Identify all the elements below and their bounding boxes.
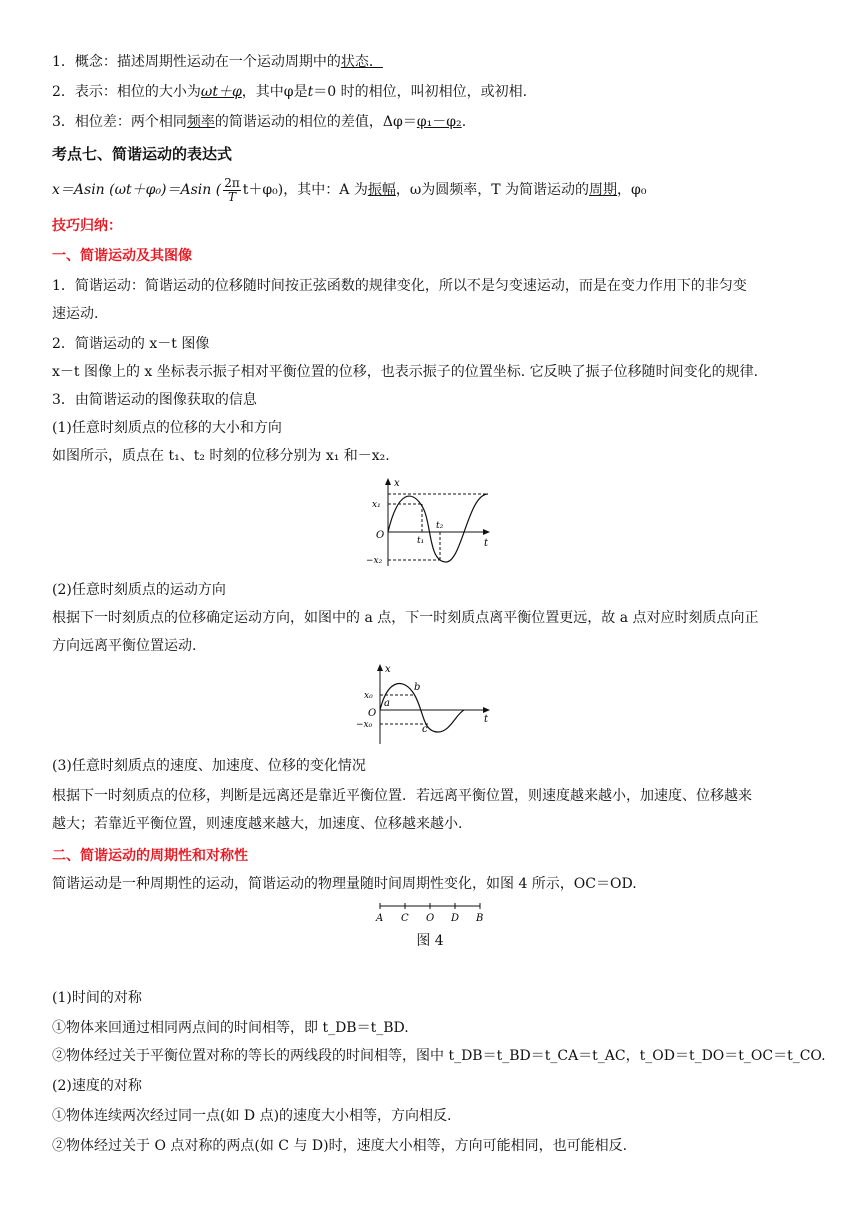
label-A: A (376, 913, 384, 924)
label-D: D (451, 913, 460, 924)
denominator: T (227, 189, 236, 204)
t-arrow (483, 707, 490, 713)
paragraph: x－t 图像上的 x 坐标表示振子相对平衡位置的位移，也表示振子的位置坐标. 它反映了振子位移随时间变化的规律. (52, 364, 759, 380)
paragraph: (3)任意时刻质点的速度、加速度、位移的变化情况 (52, 758, 366, 774)
formula-text: x＝Asin (ωt＋φ₀)＝Asin ( (52, 182, 222, 198)
paragraph: 方向远离平衡位置运动. (52, 638, 197, 654)
label-O: O (426, 913, 435, 924)
minus-x0-label: −x₀ (356, 720, 373, 730)
paragraph: (1)时间的对称 (52, 990, 142, 1006)
origin-label: O (376, 530, 385, 541)
section-heading-2: 二、简谐运动的周期性和对称性 (52, 848, 248, 864)
phase-concept (52, 52, 383, 72)
x-arrow (385, 478, 391, 485)
x1-label: x₁ (372, 500, 381, 510)
text: 1．概念：描述周期性运动在一个运动周期中的 (52, 54, 341, 70)
minus-x2-label: −x₂ (366, 556, 383, 566)
text: ，其中φ是 (241, 84, 308, 100)
displacement-time-graph-2 (350, 662, 500, 746)
x0-label: x₀ (364, 691, 373, 701)
paragraph: 如图所示，质点在 t₁、t₂ 时刻的位移分别为 x₁ 和－x₂. (52, 448, 390, 464)
text: 的简谐运动的相位的差值，Δφ＝ (214, 114, 417, 130)
paragraph: 越大；若靠近平衡位置，则速度越来越大，加速度、位移越来越小. (52, 816, 463, 832)
text: ，φ₀ (617, 182, 647, 198)
x-arrow (377, 664, 383, 671)
paragraph: 速运动. (52, 306, 99, 322)
text: 2．表示：相位的大小为 (52, 84, 201, 100)
t2-label: t₂ (436, 521, 444, 531)
paragraph: (2)任意时刻质点的运动方向 (52, 582, 226, 598)
paragraph: (2)速度的对称 (52, 1078, 142, 1094)
paragraph: 1．简谐运动：简谐运动的位移随时间按正弦函数的规律变化，所以不是匀变速运动，而是在变力作用下的非匀变 (52, 278, 747, 294)
paragraph: 根据下一时刻质点的位移，判断是远离还是靠近平衡位置．若远离平衡位置，则速度越来越小，加速度、位移越来 (52, 788, 752, 804)
underlined-answer: 周期 (589, 182, 618, 198)
underlined-answer: 频率 (186, 114, 215, 130)
origin-label: O (368, 708, 377, 719)
text: ，ω为圆频率，T 为简谐运动的 (395, 182, 590, 198)
t1-label: t₁ (417, 536, 425, 546)
paragraph: ①物体来回通过相同两点间的时间相等，即 t_DB＝t_BD. (52, 1020, 409, 1036)
axis-label-x: x (394, 478, 400, 489)
phase-difference (52, 112, 466, 132)
paragraph: ②物体经过关于平衡位置对称的等长的两线段的时间相等，图中 t_DB＝t_BD＝t_CA＝t_AC，t_OD＝t_DO＝t_OC＝t_CO. (52, 1048, 826, 1064)
axis-label-t: t (484, 714, 489, 725)
tips-heading: 技巧归纳： (52, 218, 122, 234)
section7-heading: 考点七、简谐运动的表达式 (52, 145, 233, 163)
numerator: 2π (224, 175, 240, 190)
axis-label-t: t (484, 538, 489, 549)
paragraph: (1)任意时刻质点的位移的大小和方向 (52, 420, 282, 436)
paragraph: ①物体连续两次经过同一点(如 D 点)的速度大小相等，方向相反. (52, 1108, 452, 1124)
label-C: C (401, 913, 409, 924)
point-a-label: a (384, 698, 390, 709)
section-heading-1: 一、简谐运动及其图像 (52, 248, 192, 264)
displacement-time-graph-1 (360, 476, 500, 568)
figure-caption: 图 4 (416, 933, 444, 949)
paragraph: ②物体经过关于 O 点对称的两点(如 C 与 D)时，速度大小相等，方向可能相同，也可能相反. (52, 1138, 628, 1154)
underlined-answer: 状态． (340, 54, 383, 70)
underlined-answer: φ₁－φ₂ (416, 114, 462, 130)
text: 3．相位差：两个相同 (52, 114, 187, 130)
point-b-label: b (414, 682, 421, 693)
text: ＝0 时的相位，叫初相位，或初相. (313, 84, 528, 100)
text: . (461, 114, 467, 130)
text: t＋φ₀)，其中：A 为 (242, 182, 368, 198)
paragraph: 简谐运动是一种周期性的运动，简谐运动的物理量随时间周期性变化，如图 4 所示，OC＝OD. (52, 876, 637, 892)
axis-label-x: x (385, 664, 391, 675)
underlined-answer: 振幅 (367, 182, 396, 198)
text: t (307, 84, 314, 100)
subheading: 3．由简谐运动的图像获取的信息 (52, 392, 257, 408)
subheading: 2．简谐运动的 x－t 图像 (52, 336, 210, 352)
underlined-answer: ωt＋φ (200, 84, 242, 100)
point-c-label: c (422, 724, 428, 735)
paragraph: 根据下一时刻质点的位移确定运动方向，如图中的 a 点，下一时刻质点离平衡位置更远，故 a 点对应时刻质点向正 (52, 610, 759, 626)
figure-4-line (368, 900, 492, 924)
t-arrow (483, 529, 490, 535)
shm-formula (52, 176, 646, 204)
phase-representation (52, 82, 527, 102)
fraction (223, 177, 241, 204)
label-B: B (476, 913, 484, 924)
